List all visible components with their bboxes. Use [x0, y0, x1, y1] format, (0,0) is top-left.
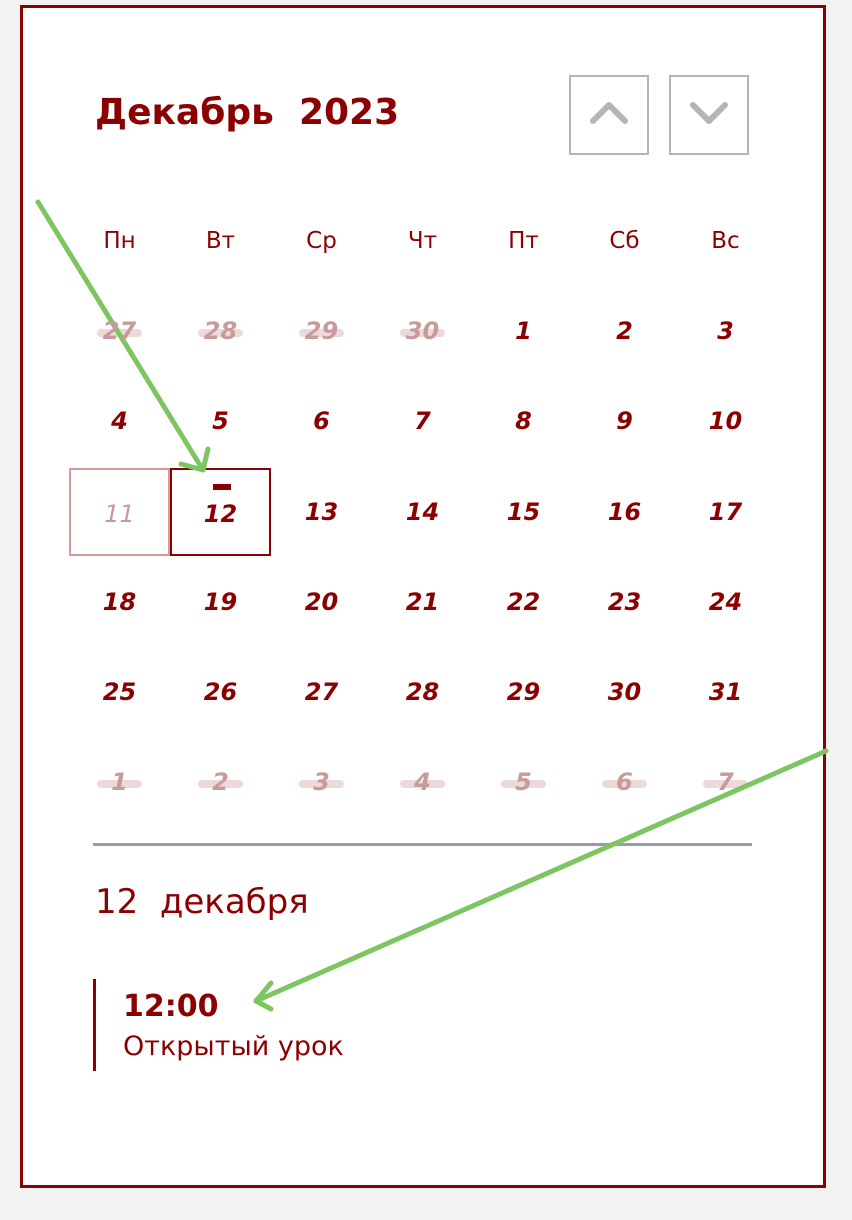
day-number: 19 — [203, 588, 238, 616]
calendar-day-outside-month[interactable] — [372, 738, 473, 826]
day-number: 2 — [212, 768, 229, 796]
day-number: 27 — [304, 678, 339, 706]
calendar-day-outside-month[interactable] — [473, 738, 574, 826]
day-number: 5 — [212, 407, 229, 435]
day-number: 13 — [304, 498, 339, 526]
calendar-day[interactable] — [69, 377, 170, 465]
calendar-day-outside-month[interactable] — [574, 738, 675, 826]
day-number: 6 — [616, 768, 633, 796]
calendar-day-outside-month[interactable] — [372, 287, 473, 375]
day-number: 4 — [414, 768, 431, 796]
event-indicator — [213, 484, 231, 490]
event-title: Открытый урок — [123, 1031, 344, 1062]
calendar-day-outside-month[interactable] — [69, 287, 170, 375]
day-number: 28 — [405, 678, 440, 706]
calendar-day[interactable] — [271, 648, 372, 736]
calendar-day-today[interactable] — [69, 468, 170, 556]
calendar-day[interactable] — [675, 287, 776, 375]
weekday-label: Вс — [711, 228, 740, 254]
calendar-day[interactable] — [271, 468, 372, 556]
calendar-day[interactable] — [473, 648, 574, 736]
calendar-day[interactable] — [574, 558, 675, 646]
calendar-day[interactable] — [372, 558, 473, 646]
day-number: 25 — [102, 678, 137, 706]
day-number: 14 — [405, 498, 440, 526]
weekday-label: Ср — [306, 228, 337, 254]
day-number: 31 — [708, 678, 743, 706]
day-number: 22 — [506, 588, 541, 616]
calendar-day-outside-month[interactable] — [170, 287, 271, 375]
calendar-day[interactable] — [473, 287, 574, 375]
calendar-day[interactable] — [271, 377, 372, 465]
day-number: 24 — [708, 588, 743, 616]
next-month-button[interactable] — [669, 75, 749, 155]
calendar-day[interactable] — [170, 648, 271, 736]
weekday-label: Сб — [609, 228, 640, 254]
day-number: 27 — [102, 317, 137, 345]
day-number: 28 — [203, 317, 238, 345]
day-number: 17 — [708, 498, 743, 526]
day-number: 7 — [414, 407, 431, 435]
day-number: 4 — [111, 407, 128, 435]
calendar-day[interactable] — [675, 377, 776, 465]
day-number: 20 — [304, 588, 339, 616]
event-item[interactable] — [93, 979, 344, 1071]
calendar-day[interactable] — [170, 377, 271, 465]
calendar-day[interactable] — [574, 287, 675, 375]
day-number: 11 — [104, 500, 135, 528]
day-number: 18 — [102, 588, 137, 616]
calendar-day[interactable] — [675, 558, 776, 646]
day-number: 15 — [506, 498, 541, 526]
weekday-label: Пт — [508, 228, 539, 254]
day-number: 5 — [515, 768, 532, 796]
day-number: 10 — [708, 407, 743, 435]
calendar-day[interactable] — [372, 468, 473, 556]
day-number: 23 — [607, 588, 642, 616]
calendar-day[interactable] — [574, 648, 675, 736]
calendar-day[interactable] — [473, 468, 574, 556]
day-number: 3 — [313, 768, 330, 796]
month-title: Декабрь 2023 — [95, 92, 400, 133]
day-number: 7 — [717, 768, 734, 796]
day-number: 1 — [111, 768, 128, 796]
event-time: 12:00 — [123, 989, 219, 1024]
day-number: 6 — [313, 407, 330, 435]
weekday-label: Чт — [407, 228, 438, 254]
calendar-day[interactable] — [473, 558, 574, 646]
calendar-day[interactable] — [372, 377, 473, 465]
calendar-day-outside-month[interactable] — [170, 738, 271, 826]
calendar-day-outside-month[interactable] — [675, 738, 776, 826]
day-number: 2 — [616, 317, 633, 345]
day-number: 26 — [203, 678, 238, 706]
day-number: 12 — [203, 500, 238, 528]
calendar-day[interactable] — [69, 648, 170, 736]
calendar-day[interactable] — [574, 377, 675, 465]
calendar-day[interactable] — [675, 468, 776, 556]
weekday-label: Пн — [103, 228, 136, 254]
calendar-day-selected[interactable] — [170, 468, 271, 556]
calendar-day[interactable] — [271, 558, 372, 646]
calendar-day[interactable] — [574, 468, 675, 556]
day-number: 8 — [515, 407, 532, 435]
divider — [93, 843, 752, 846]
day-number: 21 — [405, 588, 440, 616]
chevron-up-icon — [571, 77, 647, 153]
day-number: 29 — [506, 678, 541, 706]
calendar-day[interactable] — [170, 558, 271, 646]
calendar-day[interactable] — [69, 558, 170, 646]
calendar-day[interactable] — [675, 648, 776, 736]
day-number: 30 — [405, 317, 440, 345]
calendar-day[interactable] — [372, 648, 473, 736]
calendar-day[interactable] — [473, 377, 574, 465]
calendar-day-outside-month[interactable] — [69, 738, 170, 826]
day-number: 9 — [616, 407, 633, 435]
chevron-down-icon — [671, 77, 747, 153]
weekday-label: Вт — [205, 228, 236, 254]
day-number: 16 — [607, 498, 642, 526]
calendar-day-outside-month[interactable] — [271, 287, 372, 375]
previous-month-button[interactable] — [569, 75, 649, 155]
selected-date-heading: 12 декабря — [95, 882, 309, 922]
day-number: 29 — [304, 317, 339, 345]
day-number: 3 — [717, 317, 734, 345]
calendar-day-outside-month[interactable] — [271, 738, 372, 826]
day-number: 30 — [607, 678, 642, 706]
day-number: 1 — [515, 317, 532, 345]
